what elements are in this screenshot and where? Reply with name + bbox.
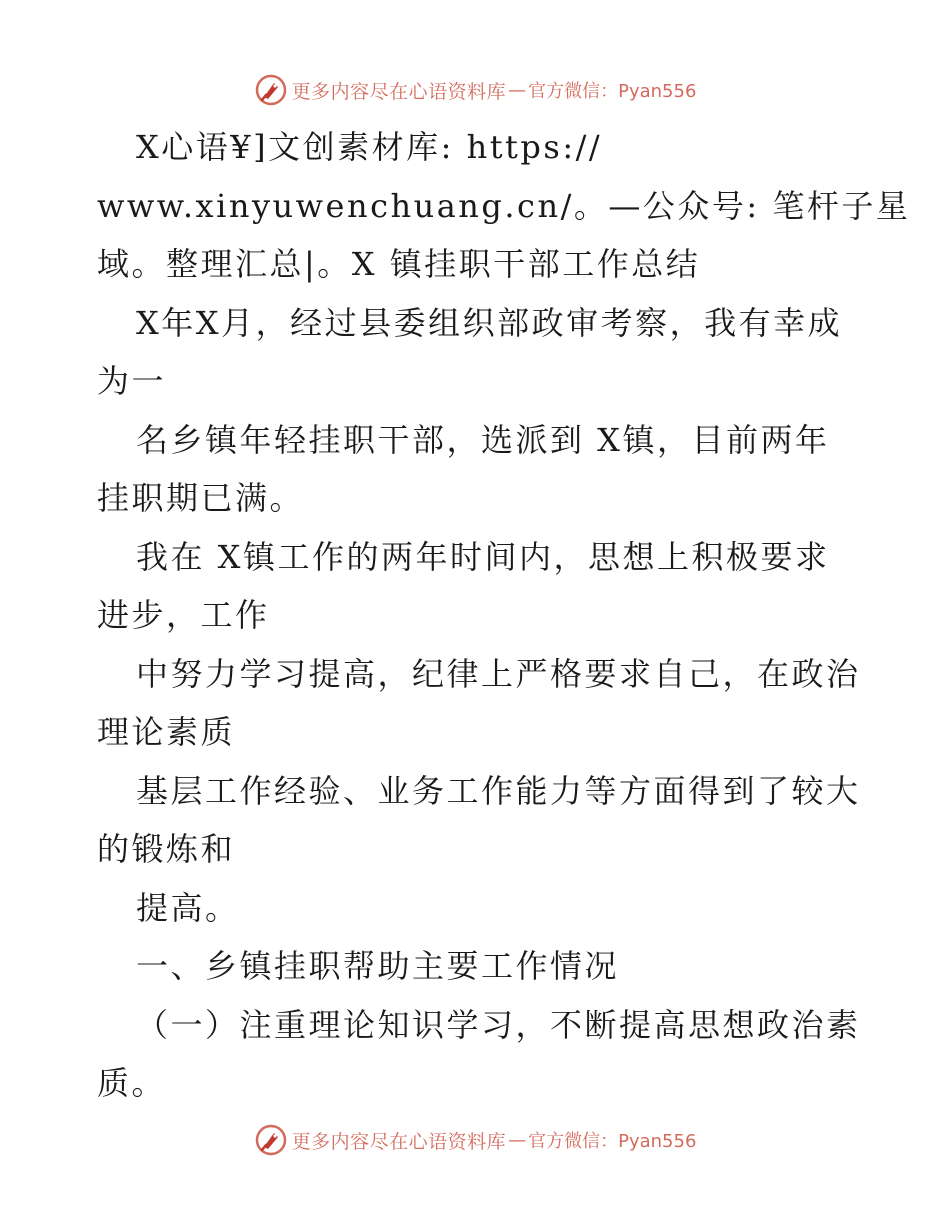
watermark-title: 更多内容尽在心语资料库 bbox=[291, 1130, 507, 1153]
watermark-separator: — bbox=[508, 1129, 527, 1151]
text-line: X心语¥]文创素材库: https:// bbox=[136, 128, 603, 166]
watermark-title: 更多内容尽在心语资料库 bbox=[291, 80, 507, 103]
pen-nib-logo-icon bbox=[254, 1123, 288, 1157]
text-line: 中努力学习提高，纪律上严格要求自己，在政治 bbox=[136, 654, 861, 693]
footer-watermark bbox=[0, 1120, 950, 1160]
watermark-separator: — bbox=[508, 79, 527, 101]
text-line: 域。整理汇总|。X 镇挂职干部工作总结 bbox=[97, 245, 701, 283]
text-line: 理论素质 bbox=[97, 713, 236, 751]
text-line: 为一 bbox=[97, 362, 167, 400]
section-heading: 一、乡镇挂职帮助主要工作情况 bbox=[136, 947, 620, 985]
watermark-wechat: 官方微信：Pyan556 bbox=[528, 1131, 697, 1152]
text-line: 质。 bbox=[97, 1064, 167, 1102]
text-line: X年X月，经过县委组织部政审考察，我有幸成 bbox=[136, 303, 843, 342]
text-line: 的锻炼和 bbox=[97, 830, 236, 868]
watermark-wechat: 官方微信：Pyan556 bbox=[528, 81, 697, 102]
text-line: 我在 X镇工作的两年时间内，思想上积极要求 bbox=[136, 537, 830, 576]
pen-nib-logo-icon bbox=[254, 73, 288, 107]
text-line: 挂职期已满。 bbox=[97, 479, 305, 517]
text-line: 名乡镇年轻挂职干部，选派到 X镇，目前两年 bbox=[136, 420, 830, 459]
document-body bbox=[97, 118, 911, 1113]
text-line: 基层工作经验、业务工作能力等方面得到了较大 bbox=[136, 771, 861, 810]
text-line: www.xinyuwenchuang.cn/。—公众号: 笔杆子星 bbox=[97, 186, 911, 225]
text-line: 进步，工作 bbox=[97, 596, 270, 634]
text-line: 提高。 bbox=[136, 888, 240, 927]
subsection-heading: （一）注重理论知识学习，不断提高思想政治素 bbox=[136, 1005, 861, 1044]
header-watermark bbox=[0, 70, 950, 110]
